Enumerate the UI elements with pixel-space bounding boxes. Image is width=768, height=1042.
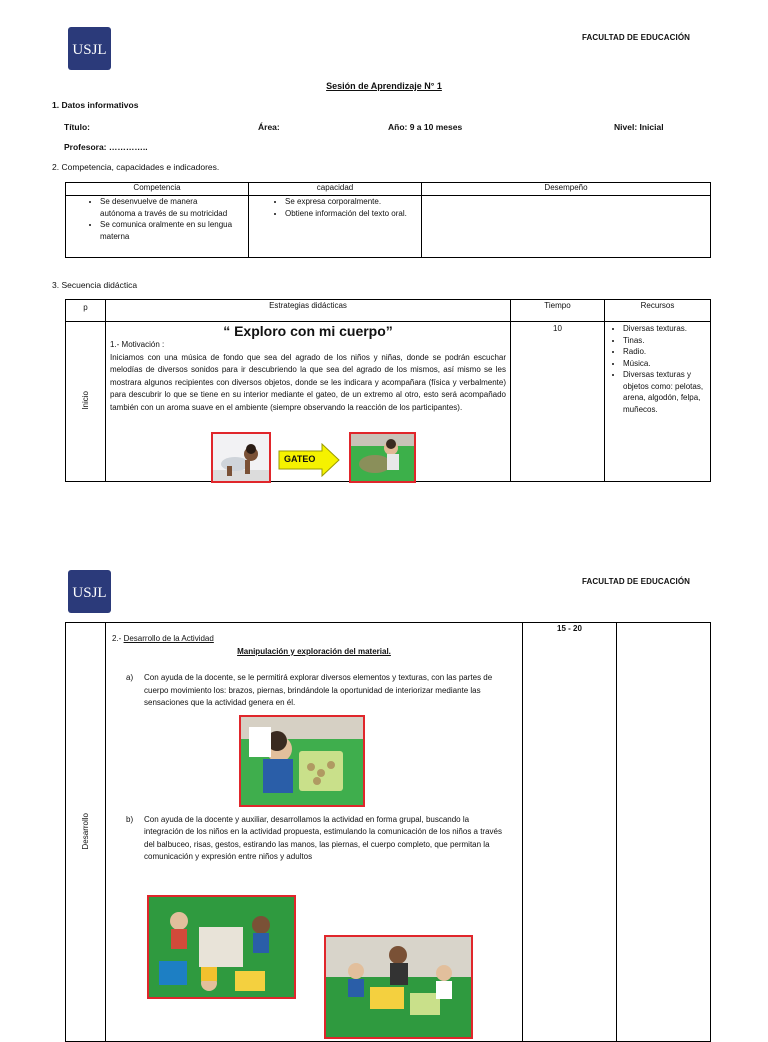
group-photo-2	[324, 935, 473, 1039]
resource-item: • Música.	[623, 358, 706, 370]
competencia-item: • Se desenvuelve de manera autónoma a través de su motricidad	[100, 196, 234, 219]
item-a-marker: a)	[126, 673, 134, 682]
time-desarrollo-cell: 15 - 20	[523, 623, 617, 1042]
phase-desarrollo-cell	[66, 623, 106, 1042]
area-label: Área:	[258, 122, 280, 132]
header-competencia: Competencia	[66, 183, 249, 196]
gateo-label: GATEO	[284, 454, 316, 464]
child-bowl-photo	[349, 432, 416, 483]
capacidad-item: • Se expresa corporalmente.	[285, 196, 413, 208]
group-activity-image-1	[149, 897, 294, 997]
teacher-label: Profesora: …………..	[64, 142, 148, 152]
group-activity-image-2	[326, 937, 471, 1037]
gateo-arrow	[278, 443, 340, 477]
header-p: p	[66, 300, 106, 322]
phase-desarrollo-label: Desarrollo	[81, 812, 90, 850]
exploration-photo-a	[239, 715, 365, 807]
item-b-marker: b)	[126, 814, 134, 824]
age-label: Año: 9 a 10 meses	[388, 122, 463, 132]
header-capacidad: capacidad	[249, 183, 422, 196]
page-2	[0, 555, 768, 1024]
section2-heading: 2. Competencia, capacidades e indicadores.	[52, 162, 220, 172]
capacidad-item: • Obtiene información del texto oral.	[285, 208, 413, 220]
dev-subtitle: Manipulación y exploración del material.	[237, 646, 391, 656]
logo-text: USJL	[72, 585, 107, 601]
motivation-text: Iniciamos con una música de fondo que sea del agrado de los niños y niñas, donde se podrán escuchar melodías de diversos sonidos para ir descubriendo la que sea del agrado de los mismos, así mismo se les mostrara algunos recipientes con diversos objetos, donde se les indicara y acompañara (física y verbalmente) para descubrir lo que se tiene en su interior mediante el gateo, de un extremo al otro, esto será acompañado también con un aroma suave en el ambiente (siempre observando la reacción de los participantes).	[110, 352, 506, 412]
university-logo	[68, 27, 111, 70]
session-title: Sesión de Aprendizaje N° 1	[326, 81, 442, 91]
section1-heading: 1. Datos informativos	[52, 100, 139, 110]
section3-heading: 3. Secuencia didáctica	[52, 280, 138, 290]
logo-emblem-icon	[68, 570, 111, 613]
resources-desarrollo-cell	[617, 623, 711, 1042]
header-tiempo: Tiempo	[511, 300, 605, 322]
header-desempeno: Desempeño	[422, 183, 711, 196]
page-1	[0, 0, 768, 505]
item-b-text: Con ayuda de la docente y auxiliar, desarrollamos la actividad en forma grupal, buscando la integración de los niños en la actividad propuesta, estimulando la comunicación de los niños a través del balbuceo, risas, gestos, estirando las manos, las piernas, el cuerpo completo, que permitan la comunicación y expresión entre niños y adultos	[144, 814, 502, 861]
resource-item: • Tinas.	[623, 335, 706, 347]
crawling-baby-photo	[211, 432, 271, 483]
dev-label: 2.-	[112, 634, 124, 643]
logo-text: USJL	[72, 42, 107, 58]
dev-title: Desarrollo de la Actividad	[123, 634, 214, 643]
item-a-text: Con ayuda de la docente, se le permitirá explorar diversos elementos y texturas, con las partes de cuerpo movimiento los: brazos, piernas, brindándole la oportunidad de interiorizar mediante las sensaciones que la actividad genera en él.	[144, 673, 493, 707]
phase-inicio-cell	[66, 322, 106, 482]
child-with-textures-image	[241, 717, 363, 805]
item-a	[112, 672, 516, 710]
titulo-label: Título:	[64, 122, 90, 132]
faculty-header-2: FACULTAD DE EDUCACIÓN	[582, 577, 691, 586]
child-exploring-image	[351, 434, 414, 481]
activity-title: “ Exploro con mi cuerpo”	[223, 323, 393, 339]
page-gap	[0, 505, 768, 555]
header-recursos: Recursos	[605, 300, 711, 322]
faculty-header: FACULTAD DE EDUCACIÓN	[582, 33, 691, 42]
header-estrategias: Estrategias didácticas	[106, 300, 511, 322]
logo-emblem-icon	[68, 27, 111, 70]
capacidades-cell	[249, 196, 422, 258]
competencias-cell	[66, 196, 249, 258]
resource-item: • Diversas texturas y objetos como: pelotas, arena, algodón, felpa, muñecos.	[623, 369, 706, 415]
phase-inicio-label: Inicio	[81, 391, 90, 410]
motivation-label: 1.- Motivación :	[110, 340, 165, 349]
time-inicio-cell: 10	[511, 322, 605, 482]
level-label: Nivel: Inicial	[614, 122, 664, 132]
resource-item: • Diversas texturas.	[623, 323, 706, 335]
desempeno-cell	[422, 196, 711, 258]
resources-cell	[605, 322, 711, 482]
university-logo-2	[68, 570, 111, 613]
item-b	[112, 814, 516, 864]
baby-crawling-image	[213, 434, 269, 481]
group-photo-1	[147, 895, 296, 999]
competencia-item: • Se comunica oralmente en su lengua materna	[100, 219, 234, 242]
resource-item: • Radio.	[623, 346, 706, 358]
competency-table	[65, 182, 711, 258]
